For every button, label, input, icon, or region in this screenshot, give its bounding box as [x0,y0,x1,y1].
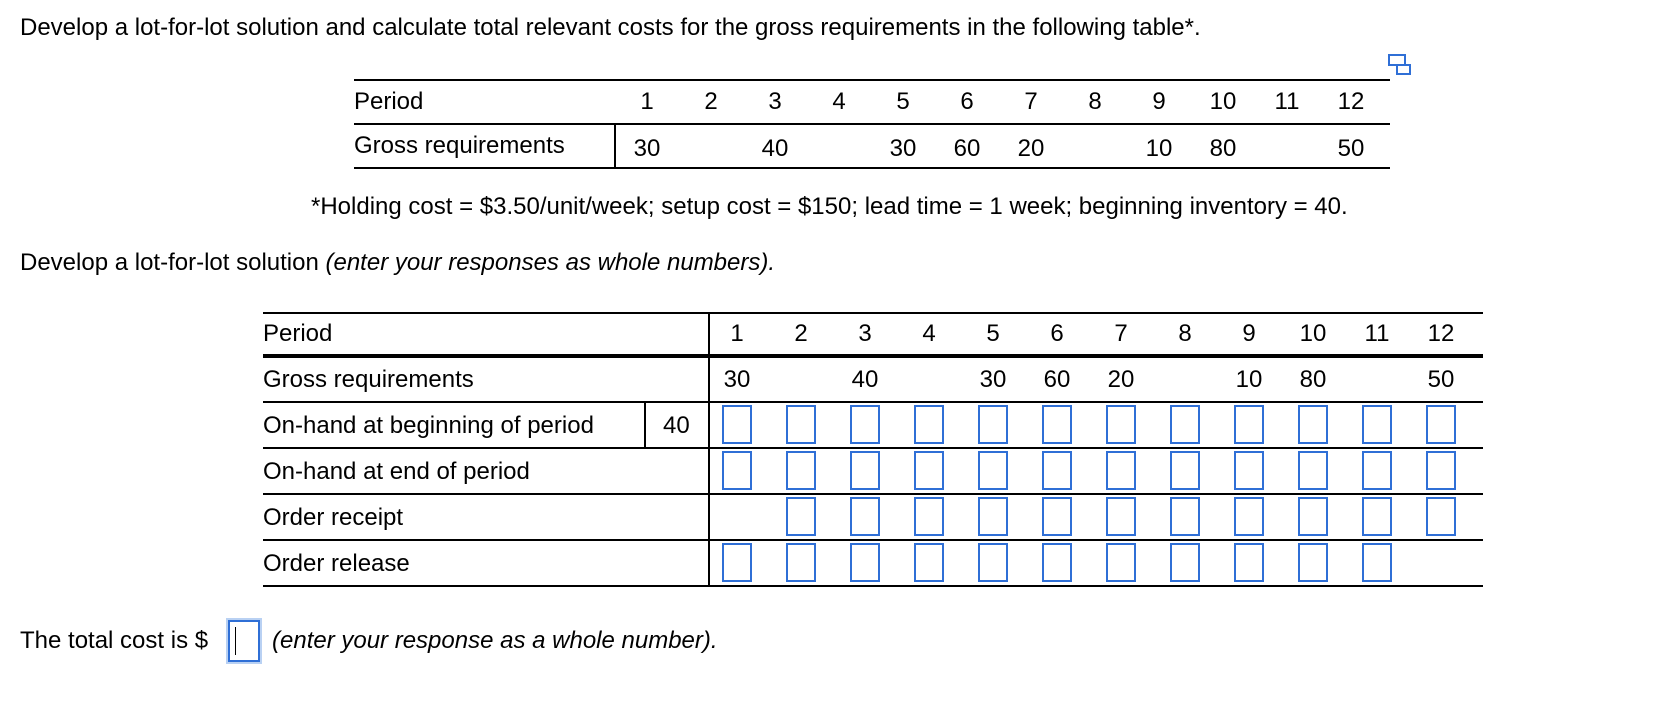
on-hand-beginning-input[interactable] [1042,405,1072,444]
period-header: 4 [922,320,936,347]
order-receipt-input[interactable] [1106,497,1136,536]
resize-table-icon[interactable] [1388,54,1412,76]
on-hand-beginning-input[interactable] [1170,405,1200,444]
order-release-label: Order release [263,550,410,577]
order-receipt-input[interactable] [786,497,816,536]
on-hand-beginning-input[interactable] [1362,405,1392,444]
order-release-input[interactable] [722,543,752,582]
given-gross-requirement: 40 [761,135,789,162]
total-cost-input[interactable] [228,620,260,662]
beginning-inventory-value: 40 [663,412,690,439]
order-release-input[interactable] [1298,543,1328,582]
on-hand-end-input[interactable] [978,451,1008,490]
given-period-header: 11 [1274,88,1300,115]
cost-footnote: *Holding cost = $3.50/unit/week; setup cost = $150; lead time = 1 week; beginning inventory = 40. [311,193,1348,220]
given-period-header: 7 [1024,88,1038,115]
given-period-header: 4 [832,88,846,115]
on-hand-end-label: On-hand at end of period [263,458,530,485]
given-gross-requirement: 60 [953,135,981,162]
order-receipt-input[interactable] [850,497,880,536]
on-hand-beginning-input[interactable] [978,405,1008,444]
lot-for-lot-table [263,312,1483,592]
on-hand-beginning-label: On-hand at beginning of period [263,412,594,439]
order-receipt-input[interactable] [1234,497,1264,536]
question-intro: Develop a lot-for-lot solution and calculate total relevant costs for the gross requirements in the following table*. [20,14,1201,41]
period-header: 1 [730,320,744,347]
period-header: 5 [986,320,1000,347]
given-gross-requirement: 80 [1209,135,1237,162]
gross-requirement-value: 80 [1299,366,1327,393]
order-receipt-input[interactable] [1426,497,1456,536]
order-release-input[interactable] [1234,543,1264,582]
given-gross-requirement: 30 [633,135,661,162]
order-receipt-label: Order receipt [263,504,404,531]
order-release-input[interactable] [1106,543,1136,582]
given-gross-requirement: 30 [889,135,917,162]
given-period-header: 10 [1209,88,1237,115]
given-period-header: 9 [1152,88,1166,115]
gross-requirements-label: Gross requirements [263,366,474,393]
gross-requirement-value: 50 [1427,366,1455,393]
gross-requirement-value: 20 [1107,366,1135,393]
on-hand-beginning-input[interactable] [850,405,880,444]
period-header: 8 [1178,320,1192,347]
order-release-input[interactable] [978,543,1008,582]
given-gross-requirement: 50 [1337,135,1365,162]
on-hand-end-input[interactable] [1106,451,1136,490]
on-hand-beginning-input[interactable] [1298,405,1328,444]
given-period-header: 1 [640,88,654,115]
gross-requirement-value: 30 [723,366,751,393]
total-cost-hint: (enter your response as a whole number). [272,627,718,654]
period-header: 9 [1242,320,1256,347]
order-release-input[interactable] [1042,543,1072,582]
given-period-header: 12 [1337,88,1365,115]
given-period-header: 2 [704,88,718,115]
on-hand-end-input[interactable] [1298,451,1328,490]
given-requirements-table [354,79,1390,169]
order-release-input[interactable] [786,543,816,582]
on-hand-beginning-input[interactable] [1106,405,1136,444]
order-receipt-input[interactable] [1298,497,1328,536]
order-receipt-input[interactable] [1042,497,1072,536]
order-receipt-input[interactable] [978,497,1008,536]
given-period-header: 8 [1088,88,1102,115]
given-gross-requirement: 10 [1145,135,1173,162]
order-receipt-input[interactable] [1362,497,1392,536]
on-hand-beginning-input[interactable] [914,405,944,444]
order-release-input[interactable] [1362,543,1392,582]
gross-requirements-label: Gross requirements [354,132,565,159]
on-hand-end-input[interactable] [1426,451,1456,490]
on-hand-end-input[interactable] [850,451,880,490]
instruction [20,249,775,277]
total-cost-prefix: The total cost is $ [20,627,209,654]
order-release-input[interactable] [1170,543,1200,582]
period-header: 10 [1299,320,1327,347]
period-header: 2 [794,320,808,347]
on-hand-end-input[interactable] [722,451,752,490]
period-header: 7 [1114,320,1128,347]
period-header: 3 [858,320,872,347]
on-hand-beginning-input[interactable] [722,405,752,444]
period-header: 6 [1050,320,1064,347]
on-hand-beginning-input[interactable] [1234,405,1264,444]
on-hand-beginning-input[interactable] [786,405,816,444]
order-release-input[interactable] [850,543,880,582]
gross-requirement-value: 60 [1043,366,1071,393]
given-period-header: 5 [896,88,910,115]
on-hand-end-input[interactable] [1170,451,1200,490]
given-period-header: 3 [768,88,782,115]
period-label: Period [263,320,333,347]
given-gross-requirement: 20 [1017,135,1045,162]
on-hand-beginning-input[interactable] [1426,405,1456,444]
on-hand-end-input[interactable] [1234,451,1264,490]
period-label: Period [354,88,424,115]
order-receipt-input[interactable] [914,497,944,536]
on-hand-end-input[interactable] [786,451,816,490]
instruction-hint: (enter your responses as whole numbers). [325,249,776,276]
period-header: 11 [1364,320,1390,347]
order-receipt-input[interactable] [1170,497,1200,536]
given-period-header: 6 [960,88,974,115]
gross-requirement-value: 10 [1235,366,1263,393]
order-release-input[interactable] [914,543,944,582]
on-hand-end-input[interactable] [1362,451,1392,490]
instruction-text: Develop a lot-for-lot solution [20,249,326,276]
period-header: 12 [1427,320,1455,347]
on-hand-end-input[interactable] [1042,451,1072,490]
gross-requirement-value: 40 [851,366,879,393]
gross-requirement-value: 30 [979,366,1007,393]
on-hand-end-input[interactable] [914,451,944,490]
